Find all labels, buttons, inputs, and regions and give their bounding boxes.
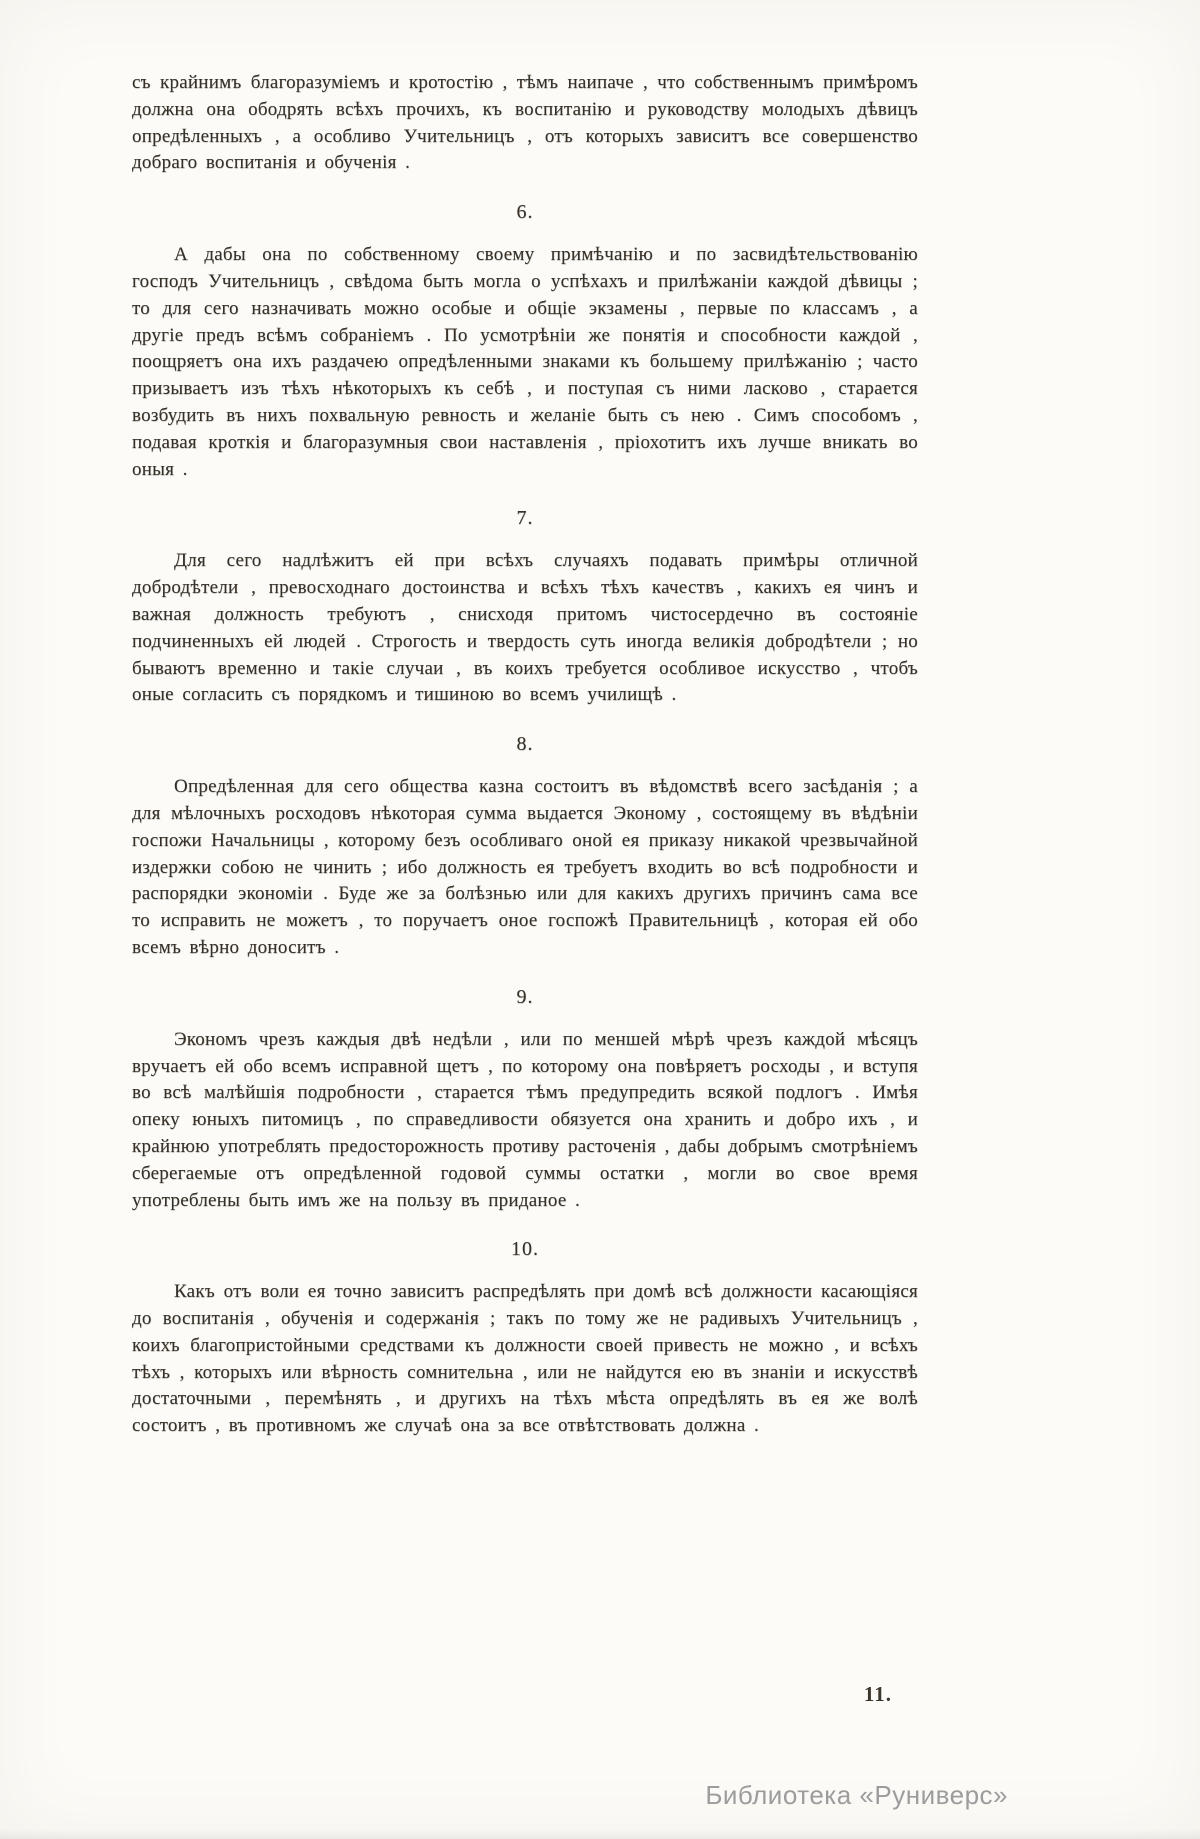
scan-bottom-edge: [0, 1829, 1200, 1839]
section-number: 6.: [516, 201, 534, 224]
section-paragraph: Экономъ чрезъ каждыя двѣ недѣли , или по меншей мѣрѣ чрезъ каждой мѣсяцъ вручаетъ ей обо всемъ исправной щетъ , по которому она повѣряетъ росходы , и вступя во всѣ малѣйшiя подробности , старается тѣмъ предупредить всякой подлогъ . Имѣя опеку юныхъ питомицъ , по справедливости обязуется она хранить и добро ихъ , и крайнюю употреблять предосторожность противу расточенiя , дабы добрымъ смотрѣнiемъ сберегаемые отъ опредѣленной годовой суммы остатки , могли во свое время употреблены быть имъ же на пользу въ приданое .: [132, 1028, 918, 1211]
section-10: [132, 1238, 918, 1440]
section-9: [132, 986, 918, 1215]
section-number: 7.: [516, 507, 534, 530]
section-paragraph: Опредѣленная для сего общества казна состоитъ въ вѣдомствѣ всего засѣданiя ; а для мѣлочныхъ росходовъ нѣкоторая сумма выдается Эконому , состоящему въ вѣдѣнiи госпожи Начальницы , которому безъ особливаго оной ея приказу никакой чрезвычайной издержки собою не чинить ; ибо должность ея требуетъ входить во всѣ подробности и распорядки экономiи . Буде же за болѣзнью или для какихъ другихъ причинъ сама все то исправить не можетъ , то поручаетъ оное госпожѣ Правительницѣ , которая ей обо всемъ вѣрно доноситъ .: [132, 776, 918, 958]
section-number: 8.: [516, 733, 534, 756]
section-paragraph: А дабы она по собственному своему примѣчанiю и по засвидѣтельствованiю господъ Учительницъ , свѣдома быть могла о успѣхахъ и прилѣжанiи каждой дѣвицы ; то для сего назначивать можно особые и общiе экзамены , первые по классамъ , а другiе предъ всѣмъ собранiемъ . По усмотрѣнiи же понятiя и способности каждой , поощряетъ она ихъ раздачею опредѣленными знаками къ большему прилѣжанiю ; часто призываетъ изъ тѣхъ нѣкоторыхъ къ себѣ , и поступая съ ними ласково , старается возбудить въ нихъ похвальную ревность и желанiе быть съ нею . Симъ способомъ , подавая кроткiя и благоразумныя свои наставленiя , прiохотитъ ихъ лучше вникать во оныя .: [132, 244, 918, 480]
library-watermark: Библиотека «Руниверс»: [705, 1780, 1008, 1810]
section-8: [132, 733, 918, 962]
page-number: 11.: [863, 1682, 892, 1706]
section-number: 9.: [516, 985, 534, 1008]
text-block: [132, 70, 918, 1440]
section-paragraph: Какъ отъ воли ея точно зависитъ распредѣлять при домѣ всѣ должности касающiяся до воспитанiя , обученiя и содержанiя ; такъ по тому же не радивыхъ Учительницъ , коихъ благопристойными средствами къ должности своей привесть не можно , и всѣхъ тѣхъ , которыхъ или вѣрность сомнительна , или не найдутся ею въ знанiи и искусствѣ достаточными , перемѣнять , и другихъ на тѣхъ мѣста опредѣлять въ ея же волѣ состоитъ , въ противномъ же случаѣ она за все отвѣтствовать должна .: [132, 1281, 918, 1437]
continuation-paragraph: съ крайнимъ благоразумiемъ и кротостiю , тѣмъ наипаче , что собственнымъ примѣромъ должна она ободрять всѣхъ прочихъ, къ воспитанiю и руководству молодыхъ дѣвицъ опредѣленныхъ , а особливо Учительницъ , отъ которыхъ зависитъ все совершенство добраго воспитанiя и обученiя .: [132, 72, 918, 174]
section-7: [132, 507, 918, 709]
section-6: [132, 201, 918, 483]
section-number: 10.: [511, 1238, 539, 1261]
section-paragraph: Для сего надлѣжитъ ей при всѣхъ случаяхъ подавать примѣры отличной добродѣтели , превосходнаго достоинства и всѣхъ тѣхъ качествъ , какихъ ея чинъ и важная должность требуютъ , снисходя притомъ чистосердечно въ состоянiе подчиненныхъ ей людей . Строгость и твердость суть иногда великiя добродѣтели ; но бываютъ временно и такiе случаи , въ коихъ требуется особливое искусство , чтобъ оные согласить съ порядкомъ и тишиною во всемъ училищѣ .: [132, 550, 918, 706]
